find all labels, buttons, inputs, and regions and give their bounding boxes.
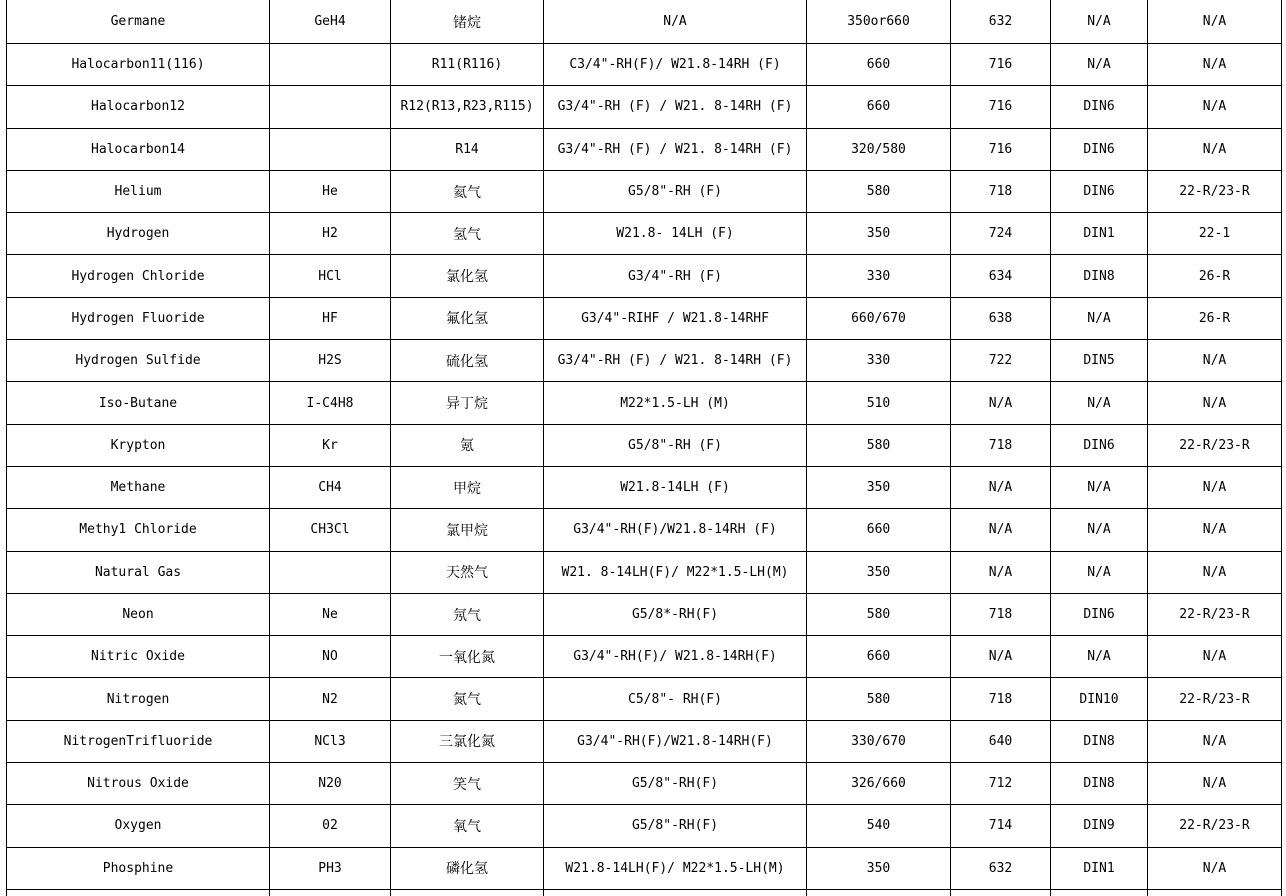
bs-cell: N/A bbox=[951, 466, 1051, 508]
connection-cell: W21.8-14LH (F) bbox=[544, 466, 807, 508]
din-cell: N/A bbox=[1051, 636, 1148, 678]
bs-cell: 632 bbox=[951, 0, 1051, 44]
cga-cell: 350 bbox=[807, 847, 951, 889]
bs-cell: 722 bbox=[951, 340, 1051, 382]
table-row bbox=[7, 86, 1282, 128]
gas-name-cell: Phosphine bbox=[7, 847, 270, 889]
chinese-name-cell: 氟化氢 bbox=[391, 297, 544, 339]
formula-cell: Ne bbox=[270, 593, 391, 635]
connection-cell: G3/4"-RH(F)/W21.8-14RH (F) bbox=[544, 509, 807, 551]
cga-cell: 330 bbox=[807, 255, 951, 297]
table-row bbox=[7, 170, 1282, 212]
din-cell: DIN1 bbox=[1051, 847, 1148, 889]
gas-name-cell: Hydrogen Chloride bbox=[7, 255, 270, 297]
afnor-cell: 22-R/23-R bbox=[1148, 805, 1282, 847]
connection-cell: G5/8"-RH (F) bbox=[544, 424, 807, 466]
bs-cell: N/A bbox=[951, 636, 1051, 678]
afnor-cell: N/A bbox=[1148, 763, 1282, 805]
cga-cell: 510 bbox=[807, 382, 951, 424]
table-row bbox=[7, 128, 1282, 170]
formula-cell: H2 bbox=[270, 213, 391, 255]
cga-cell: 350 bbox=[807, 213, 951, 255]
chinese-name-cell: R11(R116) bbox=[391, 44, 544, 86]
din-cell: DIN6 bbox=[1051, 86, 1148, 128]
gas-name-cell: NitrogenTrifluoride bbox=[7, 720, 270, 762]
din-cell: DIN9 bbox=[1051, 805, 1148, 847]
cga-cell: 580 bbox=[807, 424, 951, 466]
din-cell: DIN6 bbox=[1051, 170, 1148, 212]
bs-cell: 724 bbox=[951, 213, 1051, 255]
connection-cell: G3/4"-RH(F)/W21.8-14RH(F) bbox=[544, 720, 807, 762]
bs-cell: 718 bbox=[951, 593, 1051, 635]
gas-name-cell: Iso-Butane bbox=[7, 382, 270, 424]
afnor-cell: 22-1 bbox=[1148, 213, 1282, 255]
chinese-name-cell: 氪 bbox=[391, 424, 544, 466]
formula-cell: NCl3 bbox=[270, 720, 391, 762]
connection-cell: N/A bbox=[544, 0, 807, 44]
afnor-cell: 26-R bbox=[1148, 297, 1282, 339]
connection-cell: W21.8- 14LH (F) bbox=[544, 213, 807, 255]
bs-cell: 718 bbox=[951, 170, 1051, 212]
afnor-cell: N/A bbox=[1148, 382, 1282, 424]
table-row bbox=[7, 720, 1282, 762]
bs-cell: 718 bbox=[951, 424, 1051, 466]
afnor-cell: N/A bbox=[1148, 551, 1282, 593]
din-cell: N/A bbox=[1051, 509, 1148, 551]
table-row bbox=[7, 678, 1282, 720]
cga-cell: 580 bbox=[807, 593, 951, 635]
chinese-name-cell: 异丁烷 bbox=[391, 382, 544, 424]
formula-cell: He bbox=[270, 170, 391, 212]
chinese-name-cell: 氦气 bbox=[391, 170, 544, 212]
gas-name-cell: Krypton bbox=[7, 424, 270, 466]
gas-name-cell: Halocarbon12 bbox=[7, 86, 270, 128]
bs-cell: 716 bbox=[951, 44, 1051, 86]
chinese-name-cell: 氯化氢 bbox=[391, 255, 544, 297]
table-body bbox=[7, 0, 1282, 896]
afnor-cell: 26-R bbox=[1148, 255, 1282, 297]
empty-cell bbox=[807, 889, 951, 896]
bs-cell: 718 bbox=[951, 678, 1051, 720]
chinese-name-cell: 天然气 bbox=[391, 551, 544, 593]
gas-name-cell: Neon bbox=[7, 593, 270, 635]
din-cell: DIN8 bbox=[1051, 763, 1148, 805]
cga-cell: 540 bbox=[807, 805, 951, 847]
din-cell: N/A bbox=[1051, 466, 1148, 508]
empty-cell bbox=[7, 889, 270, 896]
table-row bbox=[7, 382, 1282, 424]
gas-name-cell: Germane bbox=[7, 0, 270, 44]
chinese-name-cell: 硫化氢 bbox=[391, 340, 544, 382]
gas-name-cell: Methy1 Chloride bbox=[7, 509, 270, 551]
gas-name-cell: Hydrogen Fluoride bbox=[7, 297, 270, 339]
gas-name-cell: Nitric Oxide bbox=[7, 636, 270, 678]
formula-cell: CH4 bbox=[270, 466, 391, 508]
connection-cell: C3/4"-RH(F)/ W21.8-14RH (F) bbox=[544, 44, 807, 86]
table-row bbox=[7, 255, 1282, 297]
afnor-cell: N/A bbox=[1148, 466, 1282, 508]
connection-cell: G3/4"-RIHF / W21.8-14RHF bbox=[544, 297, 807, 339]
table-row bbox=[7, 44, 1282, 86]
cga-cell: 330/670 bbox=[807, 720, 951, 762]
formula-cell bbox=[270, 128, 391, 170]
gas-name-cell: Oxygen bbox=[7, 805, 270, 847]
empty-cell bbox=[951, 889, 1051, 896]
empty-cell bbox=[391, 889, 544, 896]
chinese-name-cell: 磷化氢 bbox=[391, 847, 544, 889]
connection-cell: C5/8"- RH(F) bbox=[544, 678, 807, 720]
din-cell: DIN8 bbox=[1051, 720, 1148, 762]
connection-cell: G3/4"-RH (F) / W21. 8-14RH (F) bbox=[544, 128, 807, 170]
gas-name-cell: Halocarbon11(116) bbox=[7, 44, 270, 86]
connection-cell: W21. 8-14LH(F)/ M22*1.5-LH(M) bbox=[544, 551, 807, 593]
table-row bbox=[7, 805, 1282, 847]
cga-cell: 660 bbox=[807, 44, 951, 86]
cga-cell: 660/670 bbox=[807, 297, 951, 339]
formula-cell: N20 bbox=[270, 763, 391, 805]
bs-cell: 632 bbox=[951, 847, 1051, 889]
bs-cell: N/A bbox=[951, 509, 1051, 551]
table-row bbox=[7, 847, 1282, 889]
formula-cell: H2S bbox=[270, 340, 391, 382]
din-cell: DIN5 bbox=[1051, 340, 1148, 382]
din-cell: N/A bbox=[1051, 382, 1148, 424]
din-cell: DIN6 bbox=[1051, 128, 1148, 170]
connection-cell: G3/4"-RH (F) / W21. 8-14RH (F) bbox=[544, 86, 807, 128]
din-cell: N/A bbox=[1051, 297, 1148, 339]
formula-cell: N2 bbox=[270, 678, 391, 720]
bs-cell: N/A bbox=[951, 382, 1051, 424]
empty-cell bbox=[1148, 889, 1282, 896]
afnor-cell: N/A bbox=[1148, 847, 1282, 889]
chinese-name-cell: 三氯化氮 bbox=[391, 720, 544, 762]
gas-name-cell: Methane bbox=[7, 466, 270, 508]
connection-cell: G5/8"-RH(F) bbox=[544, 763, 807, 805]
afnor-cell: N/A bbox=[1148, 720, 1282, 762]
connection-cell: W21.8-14LH(F)/ M22*1.5-LH(M) bbox=[544, 847, 807, 889]
table-row bbox=[7, 551, 1282, 593]
din-cell: DIN10 bbox=[1051, 678, 1148, 720]
afnor-cell: 22-R/23-R bbox=[1148, 424, 1282, 466]
table-row bbox=[7, 763, 1282, 805]
din-cell: DIN6 bbox=[1051, 424, 1148, 466]
chinese-name-cell: 氧气 bbox=[391, 805, 544, 847]
din-cell: DIN8 bbox=[1051, 255, 1148, 297]
afnor-cell: N/A bbox=[1148, 509, 1282, 551]
bs-cell: 640 bbox=[951, 720, 1051, 762]
formula-cell: Kr bbox=[270, 424, 391, 466]
chinese-name-cell: 锗烷 bbox=[391, 0, 544, 44]
gas-name-cell: Natural Gas bbox=[7, 551, 270, 593]
formula-cell: I-C4H8 bbox=[270, 382, 391, 424]
connection-cell: G3/4"-RH (F) bbox=[544, 255, 807, 297]
bs-cell: 716 bbox=[951, 128, 1051, 170]
cga-cell: 350 bbox=[807, 466, 951, 508]
connection-cell: G3/4"-RH (F) / W21. 8-14RH (F) bbox=[544, 340, 807, 382]
table-row bbox=[7, 0, 1282, 44]
cga-cell: 350 bbox=[807, 551, 951, 593]
formula-cell: PH3 bbox=[270, 847, 391, 889]
cga-cell: 660 bbox=[807, 636, 951, 678]
din-cell: N/A bbox=[1051, 44, 1148, 86]
afnor-cell: 22-R/23-R bbox=[1148, 593, 1282, 635]
chinese-name-cell: 氖气 bbox=[391, 593, 544, 635]
formula-cell bbox=[270, 86, 391, 128]
empty-cell bbox=[1051, 889, 1148, 896]
chinese-name-cell: 氯甲烷 bbox=[391, 509, 544, 551]
bs-cell: 634 bbox=[951, 255, 1051, 297]
gas-name-cell: Nitrogen bbox=[7, 678, 270, 720]
formula-cell: 02 bbox=[270, 805, 391, 847]
din-cell: N/A bbox=[1051, 0, 1148, 44]
afnor-cell: N/A bbox=[1148, 128, 1282, 170]
cga-cell: 326/660 bbox=[807, 763, 951, 805]
gas-name-cell: Hydrogen Sulfide bbox=[7, 340, 270, 382]
din-cell: N/A bbox=[1051, 551, 1148, 593]
chinese-name-cell: 甲烷 bbox=[391, 466, 544, 508]
bs-cell: 714 bbox=[951, 805, 1051, 847]
cga-cell: 660 bbox=[807, 86, 951, 128]
bs-cell: 712 bbox=[951, 763, 1051, 805]
table-row bbox=[7, 466, 1282, 508]
afnor-cell: N/A bbox=[1148, 44, 1282, 86]
connection-cell: G3/4"-RH(F)/ W21.8-14RH(F) bbox=[544, 636, 807, 678]
connection-cell: M22*1.5-LH (M) bbox=[544, 382, 807, 424]
table-row bbox=[7, 297, 1282, 339]
gas-connection-table bbox=[6, 0, 1282, 896]
afnor-cell: 22-R/23-R bbox=[1148, 170, 1282, 212]
afnor-cell: N/A bbox=[1148, 86, 1282, 128]
formula-cell bbox=[270, 551, 391, 593]
afnor-cell: N/A bbox=[1148, 340, 1282, 382]
formula-cell bbox=[270, 44, 391, 86]
formula-cell: GeH4 bbox=[270, 0, 391, 44]
formula-cell: HF bbox=[270, 297, 391, 339]
table-row bbox=[7, 636, 1282, 678]
afnor-cell: 22-R/23-R bbox=[1148, 678, 1282, 720]
empty-cell bbox=[544, 889, 807, 896]
cga-cell: 660 bbox=[807, 509, 951, 551]
cga-cell: 580 bbox=[807, 678, 951, 720]
cga-cell: 580 bbox=[807, 170, 951, 212]
gas-name-cell: Nitrous Oxide bbox=[7, 763, 270, 805]
chinese-name-cell: R12(R13,R23,R115) bbox=[391, 86, 544, 128]
afnor-cell: N/A bbox=[1148, 0, 1282, 44]
empty-cell bbox=[270, 889, 391, 896]
din-cell: DIN6 bbox=[1051, 593, 1148, 635]
formula-cell: CH3Cl bbox=[270, 509, 391, 551]
formula-cell: HCl bbox=[270, 255, 391, 297]
table-row bbox=[7, 424, 1282, 466]
table-row bbox=[7, 509, 1282, 551]
chinese-name-cell: R14 bbox=[391, 128, 544, 170]
table-row-partial bbox=[7, 889, 1282, 896]
connection-cell: G5/8*-RH(F) bbox=[544, 593, 807, 635]
din-cell: DIN1 bbox=[1051, 213, 1148, 255]
chinese-name-cell: 氢气 bbox=[391, 213, 544, 255]
chinese-name-cell: 笑气 bbox=[391, 763, 544, 805]
bs-cell: 638 bbox=[951, 297, 1051, 339]
afnor-cell: N/A bbox=[1148, 636, 1282, 678]
gas-name-cell: Helium bbox=[7, 170, 270, 212]
connection-cell: G5/8"-RH(F) bbox=[544, 805, 807, 847]
table-row bbox=[7, 213, 1282, 255]
table-row bbox=[7, 340, 1282, 382]
cga-cell: 350or660 bbox=[807, 0, 951, 44]
table-row bbox=[7, 593, 1282, 635]
gas-name-cell: Halocarbon14 bbox=[7, 128, 270, 170]
bs-cell: N/A bbox=[951, 551, 1051, 593]
formula-cell: NO bbox=[270, 636, 391, 678]
bs-cell: 716 bbox=[951, 86, 1051, 128]
cga-cell: 320/580 bbox=[807, 128, 951, 170]
gas-name-cell: Hydrogen bbox=[7, 213, 270, 255]
cga-cell: 330 bbox=[807, 340, 951, 382]
chinese-name-cell: 一氧化氮 bbox=[391, 636, 544, 678]
chinese-name-cell: 氮气 bbox=[391, 678, 544, 720]
connection-cell: G5/8"-RH (F) bbox=[544, 170, 807, 212]
